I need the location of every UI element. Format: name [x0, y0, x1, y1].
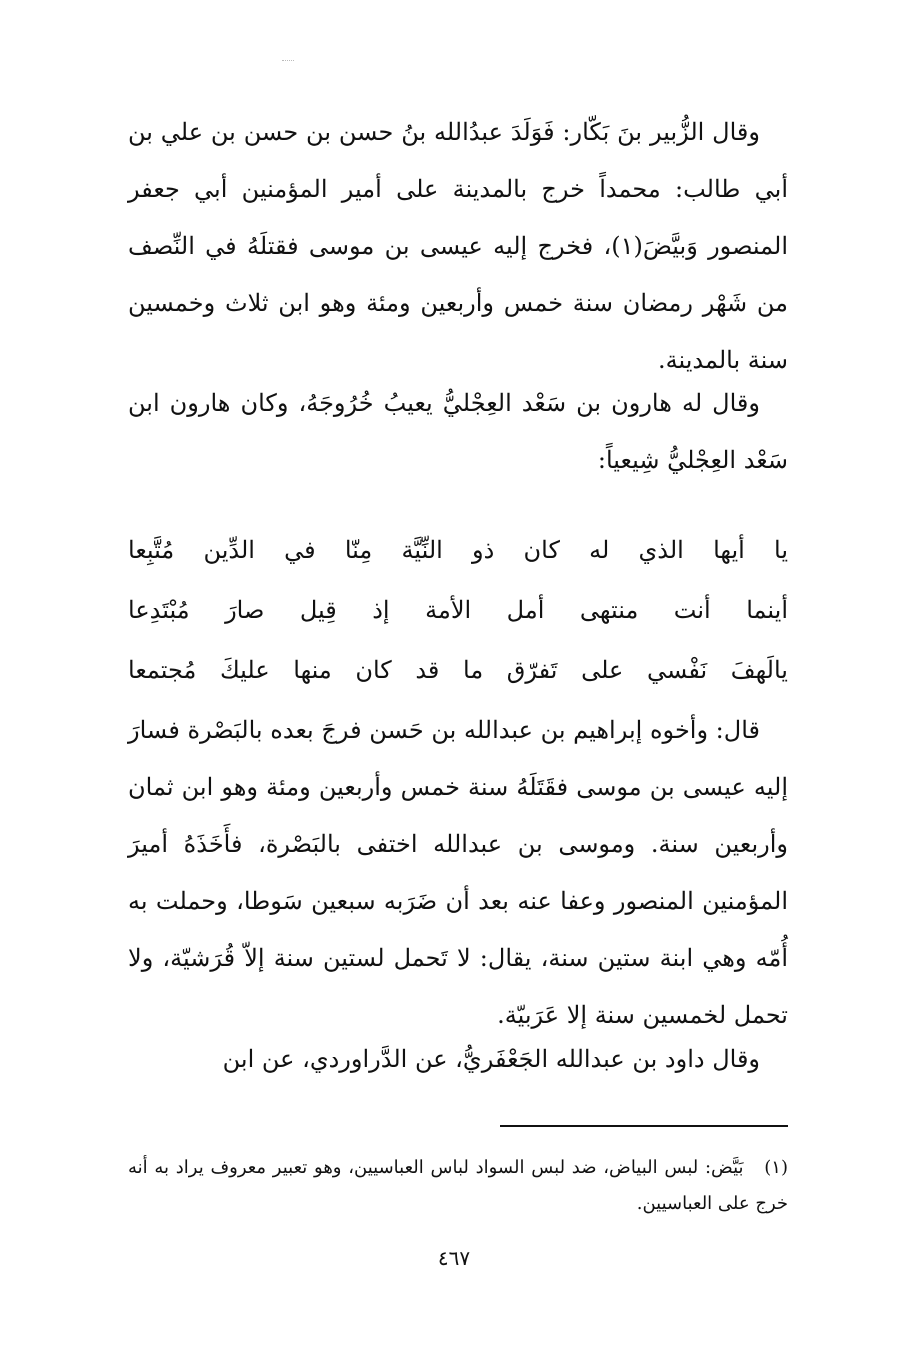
poem-verse: يالَهفَ نَفْسي على تَفرّق ما قد كان منها عليكَ مُجتمعا [128, 656, 788, 684]
paragraph-text: قال: وأخوه إبراهيم بن عبدالله بن حَسن فرجَ بعده بالبَصْرة فسارَ إليه عيسى بن موسى فقَتَلَهُ سنة خمس وأربعين ومئة وهو ابن ثمان وأربعين سنة. وموسى بن عبدالله اختفى بالبَصْرة، فأَخَذَهُ أميرَ المؤمنين المنصور وعفا عنه بعد أن ضَرَبه سبعين سَوطا، وحملت به أُمّه وهي ابنة ستين سنة، يقال: لا تَحمل لستين سنة إلاّ قُرَشيّة، ولا تحمل لخمسين سنة إلا عَرَبيّة. [128, 716, 788, 1029]
paragraph-text: وقال الزُّبير بنَ بَكّار: فَوَلَدَ عبدُالله بنُ حسن بن حسن بن علي بن أبي طالب: محمداً خرج بالمدينة على أمير المؤمنين أبي جعفر المنصور وَبيَّضَ(١)، فخرج إليه عيسى بن موسى فقتلَهُ في النِّصف من شَهْر رمضان سنة خمس وأربعين ومئة وهو ابن ثلاث وخمسين سنة بالمدينة. [128, 118, 788, 374]
poem [128, 520, 788, 700]
poem-verse: يا أيها الذي له كان ذو النِّيَّة مِنّا في الدِّين مُتَّبِعا [128, 536, 788, 564]
footnote [128, 1150, 788, 1222]
paragraph-dawud [128, 1031, 788, 1088]
footnote-divider [500, 1125, 788, 1127]
paragraph-text: وقال داود بن عبدالله الجَعْفَريُّ، عن الدَّراوردي، عن ابن [222, 1045, 760, 1073]
poem-verse: أينما أنت منتهى أمل الأمة إذ قِيل صارَ مُبْتَدِعا [128, 596, 788, 624]
page-number: ٤٦٧ [437, 1246, 471, 1270]
paragraph-zubayr [128, 104, 788, 389]
footnote-text: بَيَّض: لبس البياض، ضد لبس السواد لباس العباسيين، وهو تعبير معروف يراد به أنه خرج على العباسيين. [128, 1157, 788, 1214]
paragraph-text: وقال له هارون بن سَعْد العِجْليُّ يعيبُ خُرُوجَهُ، وكان هارون ابن سَعْد العِجْليُّ شِيعياً: [128, 389, 788, 474]
paragraph-harun [128, 375, 788, 489]
paragraph-ibrahim [128, 702, 788, 1044]
footnote-number: (١) [764, 1157, 788, 1178]
scan-mark [282, 60, 294, 63]
